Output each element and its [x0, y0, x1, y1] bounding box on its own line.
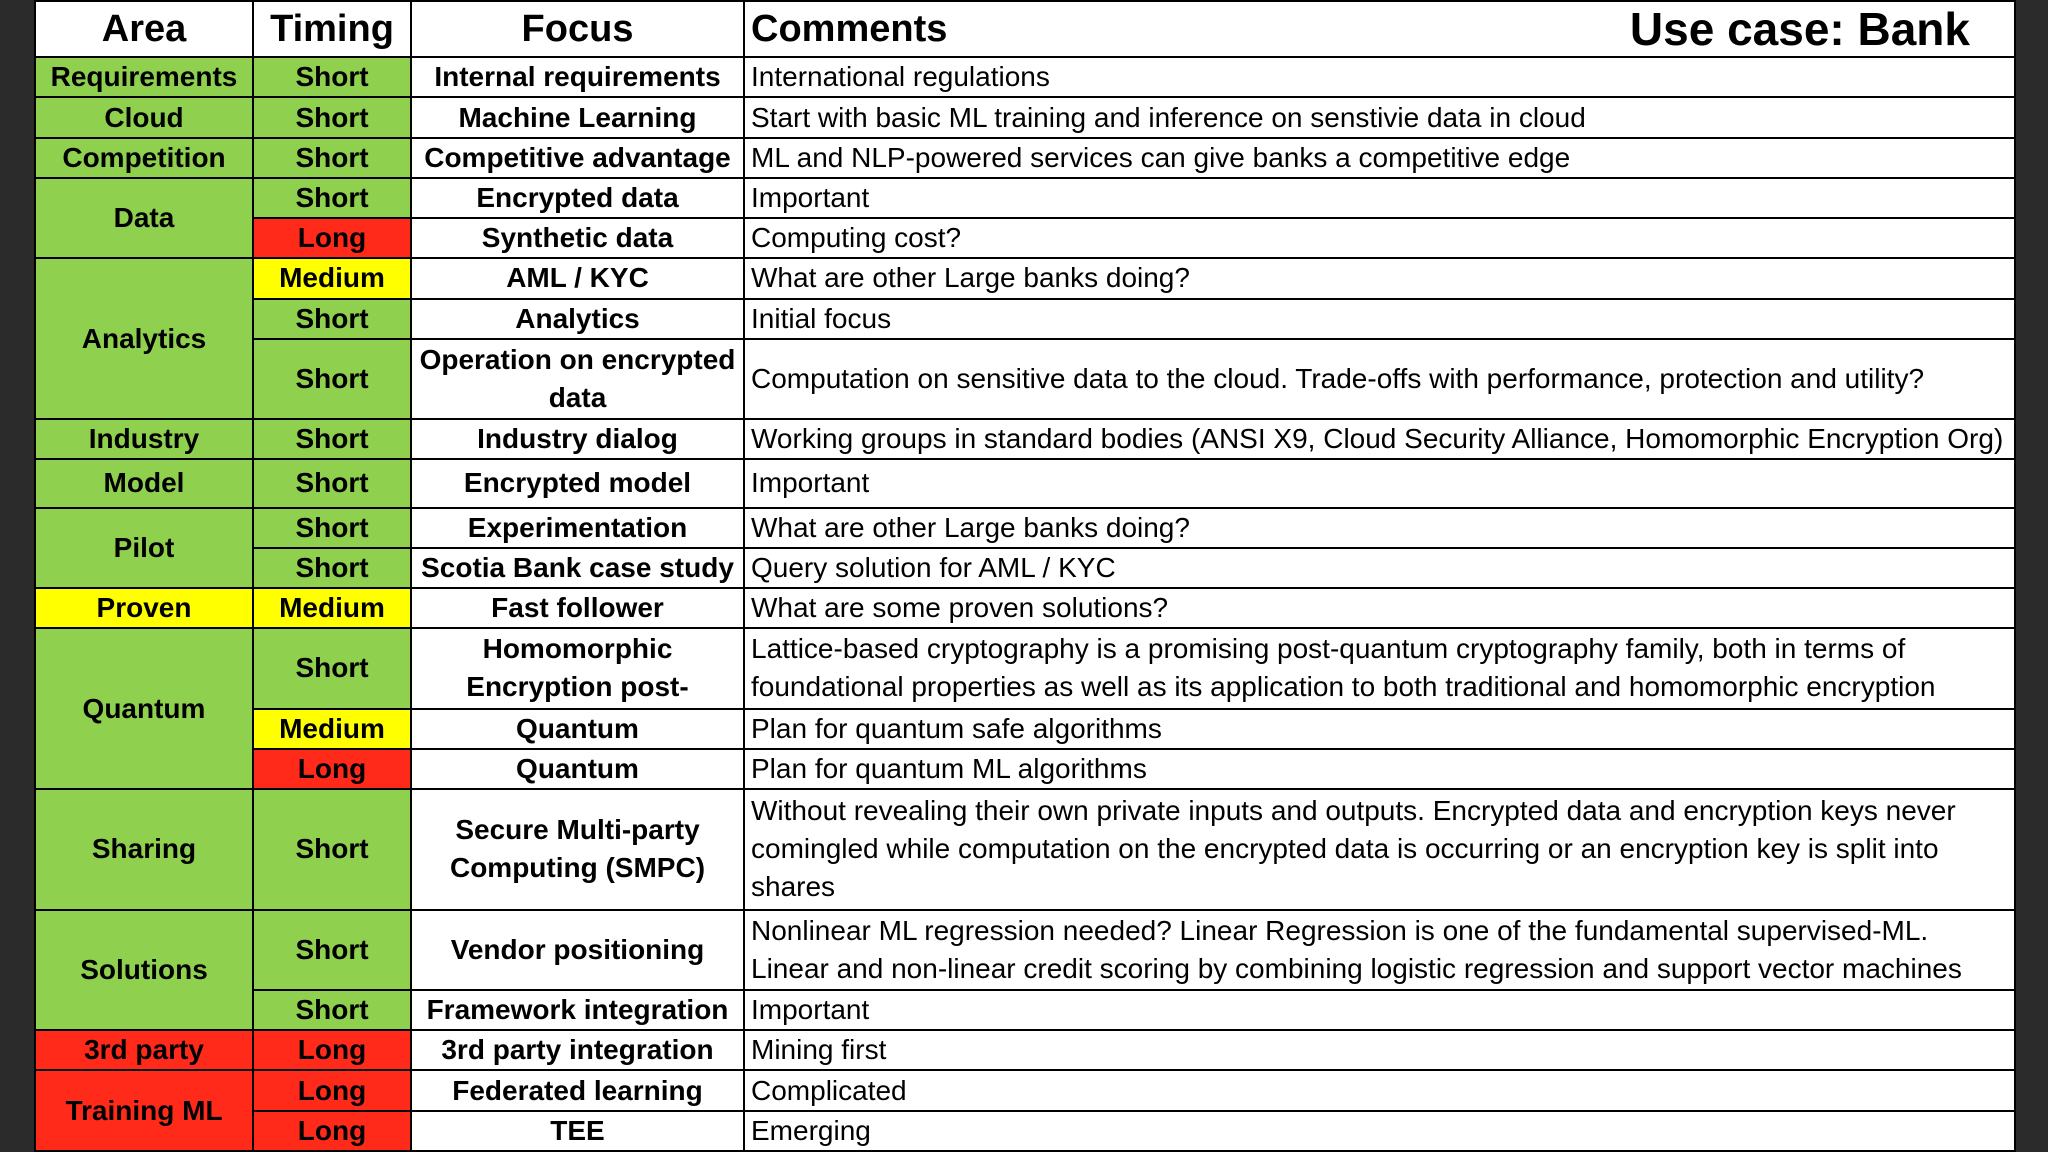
timing-cell: Short	[253, 138, 411, 178]
area-cell: Requirements	[35, 57, 253, 97]
comment-cell: ML and NLP-powered services can give banks a competitive edge	[744, 138, 2015, 178]
timing-cell: Long	[253, 1030, 411, 1070]
timing-cell: Short	[253, 990, 411, 1030]
timing-cell: Long	[253, 1070, 411, 1110]
area-cell: Competition	[35, 138, 253, 178]
table-row	[35, 709, 2015, 749]
table-row	[35, 178, 2015, 218]
comment-cell: Working groups in standard bodies (ANSI X9, Cloud Security Alliance, Homomorphic Encryption Org)	[744, 419, 2015, 459]
table-row	[35, 1030, 2015, 1070]
comment-cell: Query solution for AML / KYC	[744, 548, 2015, 588]
focus-cell: Encrypted data	[411, 178, 744, 218]
area-cell: Pilot	[35, 508, 253, 588]
timing-cell: Short	[253, 789, 411, 910]
table-row	[35, 1070, 2015, 1110]
timing-cell: Long	[253, 749, 411, 789]
header-comments-label: Comments	[751, 8, 948, 51]
timing-cell: Long	[253, 1111, 411, 1151]
use-case-table	[34, 0, 2016, 1152]
focus-cell: Quantum	[411, 709, 744, 749]
comment-cell: Nonlinear ML regression needed? Linear Regression is one of the fundamental supervised-ML. Linear and non-linear credit scoring by combining logistic regression and support vector machines	[744, 910, 2015, 990]
table-row	[35, 508, 2015, 548]
table-row	[35, 339, 2015, 419]
table-row	[35, 910, 2015, 990]
table-row	[35, 990, 2015, 1030]
comment-cell: Computing cost?	[744, 218, 2015, 258]
timing-cell: Short	[253, 178, 411, 218]
table-row	[35, 419, 2015, 459]
comment-cell: Emerging	[744, 1111, 2015, 1151]
timing-cell: Medium	[253, 588, 411, 628]
comment-cell: What are some proven solutions?	[744, 588, 2015, 628]
table-row	[35, 258, 2015, 298]
comment-cell: Start with basic ML training and inference on senstivie data in cloud	[744, 97, 2015, 137]
area-cell: Sharing	[35, 789, 253, 910]
timing-cell: Short	[253, 628, 411, 708]
header-area: Area	[35, 1, 253, 57]
timing-cell: Short	[253, 508, 411, 548]
focus-cell: Synthetic data	[411, 218, 744, 258]
focus-cell: TEE	[411, 1111, 744, 1151]
table-row	[35, 548, 2015, 588]
comment-cell: Important	[744, 990, 2015, 1030]
focus-cell: Fast follower	[411, 588, 744, 628]
header-row	[35, 1, 2015, 57]
comment-cell: Plan for quantum safe algorithms	[744, 709, 2015, 749]
focus-cell: Federated learning	[411, 1070, 744, 1110]
focus-cell: Framework integration	[411, 990, 744, 1030]
table-row	[35, 588, 2015, 628]
timing-cell: Short	[253, 548, 411, 588]
timing-cell: Long	[253, 218, 411, 258]
timing-cell: Medium	[253, 258, 411, 298]
focus-cell: Encrypted model	[411, 459, 744, 507]
area-cell: Quantum	[35, 628, 253, 789]
table-row	[35, 138, 2015, 178]
focus-cell: Homomorphic Encryption post-	[411, 628, 744, 708]
table-row	[35, 57, 2015, 97]
area-cell: Data	[35, 178, 253, 258]
area-cell: Cloud	[35, 97, 253, 137]
header-focus: Focus	[411, 1, 744, 57]
comment-cell: Plan for quantum ML algorithms	[744, 749, 2015, 789]
focus-cell: Quantum	[411, 749, 744, 789]
timing-cell: Short	[253, 910, 411, 990]
timing-cell: Short	[253, 97, 411, 137]
table-row	[35, 749, 2015, 789]
table-row	[35, 299, 2015, 339]
area-cell: Solutions	[35, 910, 253, 1031]
comment-cell: Without revealing their own private inputs and outputs. Encrypted data and encryption keys never comingled while computation on the encrypted data is occurring or an encryption key is split into shares	[744, 789, 2015, 910]
table-row	[35, 459, 2015, 507]
area-cell: 3rd party	[35, 1030, 253, 1070]
table-row	[35, 789, 2015, 910]
focus-cell: Operation on encrypted data	[411, 339, 744, 419]
focus-cell: Industry dialog	[411, 419, 744, 459]
timing-cell: Short	[253, 299, 411, 339]
comment-cell: What are other Large banks doing?	[744, 508, 2015, 548]
slide-frame	[34, 0, 2014, 1152]
timing-cell: Short	[253, 419, 411, 459]
timing-cell: Short	[253, 339, 411, 419]
comment-cell: Initial focus	[744, 299, 2015, 339]
comment-cell: What are other Large banks doing?	[744, 258, 2015, 298]
area-cell: Proven	[35, 588, 253, 628]
comment-cell: Mining first	[744, 1030, 2015, 1070]
focus-cell: AML / KYC	[411, 258, 744, 298]
comment-cell: Computation on sensitive data to the cloud. Trade-offs with performance, protection and utility?	[744, 339, 2015, 419]
comment-cell: Important	[744, 178, 2015, 218]
use-case-title: Use case: Bank	[1629, 3, 1970, 56]
header-timing: Timing	[253, 1, 411, 57]
focus-cell: Machine Learning	[411, 97, 744, 137]
focus-cell: Analytics	[411, 299, 744, 339]
header-comments	[744, 1, 2015, 57]
focus-cell: Internal requirements	[411, 57, 744, 97]
focus-cell: Scotia Bank case study	[411, 548, 744, 588]
timing-cell: Short	[253, 57, 411, 97]
focus-cell: Competitive advantage	[411, 138, 744, 178]
area-cell: Industry	[35, 419, 253, 459]
area-cell: Model	[35, 459, 253, 507]
comment-cell: Lattice-based cryptography is a promising post-quantum cryptography family, both in terms of foundational properties as well as its application to both traditional and homomorphic encryption	[744, 628, 2015, 708]
table-row	[35, 1111, 2015, 1151]
focus-cell: Vendor positioning	[411, 910, 744, 990]
focus-cell: Experimentation	[411, 508, 744, 548]
comment-cell: Important	[744, 459, 2015, 507]
timing-cell: Short	[253, 459, 411, 507]
table-row	[35, 218, 2015, 258]
focus-cell: 3rd party integration	[411, 1030, 744, 1070]
area-cell: Analytics	[35, 258, 253, 419]
comment-cell: Complicated	[744, 1070, 2015, 1110]
table-row	[35, 628, 2015, 708]
area-cell: Training ML	[35, 1070, 253, 1151]
focus-cell: Secure Multi-party Computing (SMPC)	[411, 789, 744, 910]
comment-cell: International regulations	[744, 57, 2015, 97]
table-row	[35, 97, 2015, 137]
timing-cell: Medium	[253, 709, 411, 749]
